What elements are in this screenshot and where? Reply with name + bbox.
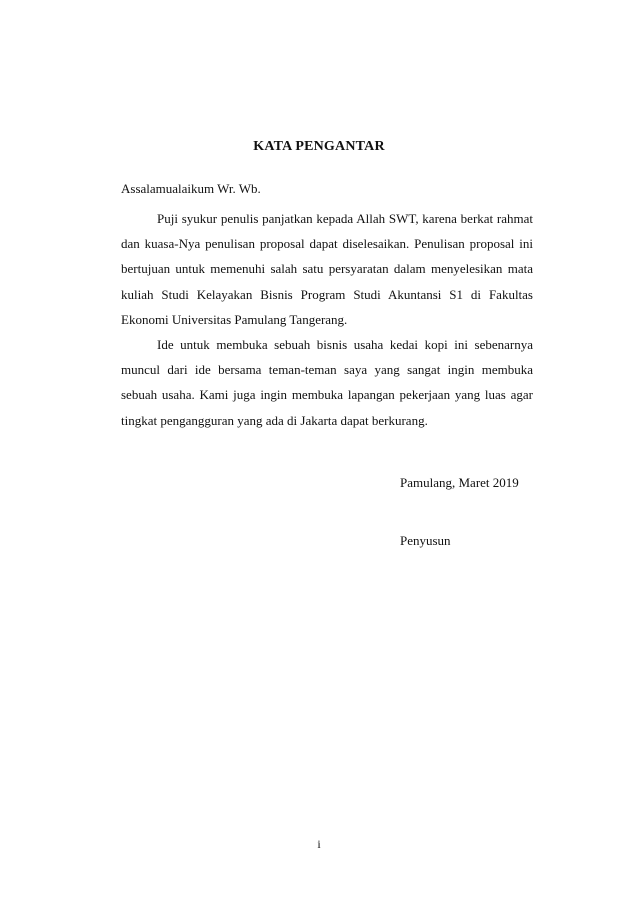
author-signature: Penyusun bbox=[400, 533, 451, 548]
place-date: Pamulang, Maret 2019 bbox=[400, 475, 519, 490]
paragraph-1: Puji syukur penulis panjatkan kepada Allah SWT, karena berkat rahmat dan kuasa-Nya penulisan proposal dapat diselesaikan. Penulisan proposal ini bertujuan untuk memenuhi salah satu persyaratan dalam menyelesikan mata kuliah Studi Kelayakan Bisnis Program Studi Akuntansi S1 di Fakultas Ekonomi Universitas Pamulang Tangerang. bbox=[121, 211, 533, 327]
page-title: KATA PENGANTAR bbox=[253, 139, 385, 154]
greeting-text: Assalamualaikum Wr. Wb. bbox=[121, 181, 261, 196]
page-number: i bbox=[317, 837, 321, 851]
paragraph-2: Ide untuk membuka sebuah bisnis usaha kedai kopi ini sebenarnya muncul dari ide bersama teman-teman saya yang sangat ingin membuka sebuah usaha. Kami juga ingin membuka lapangan pekerjaan yang luas agar tingkat pengangguran yang ada di Jakarta dapat berkurang. bbox=[121, 337, 533, 428]
